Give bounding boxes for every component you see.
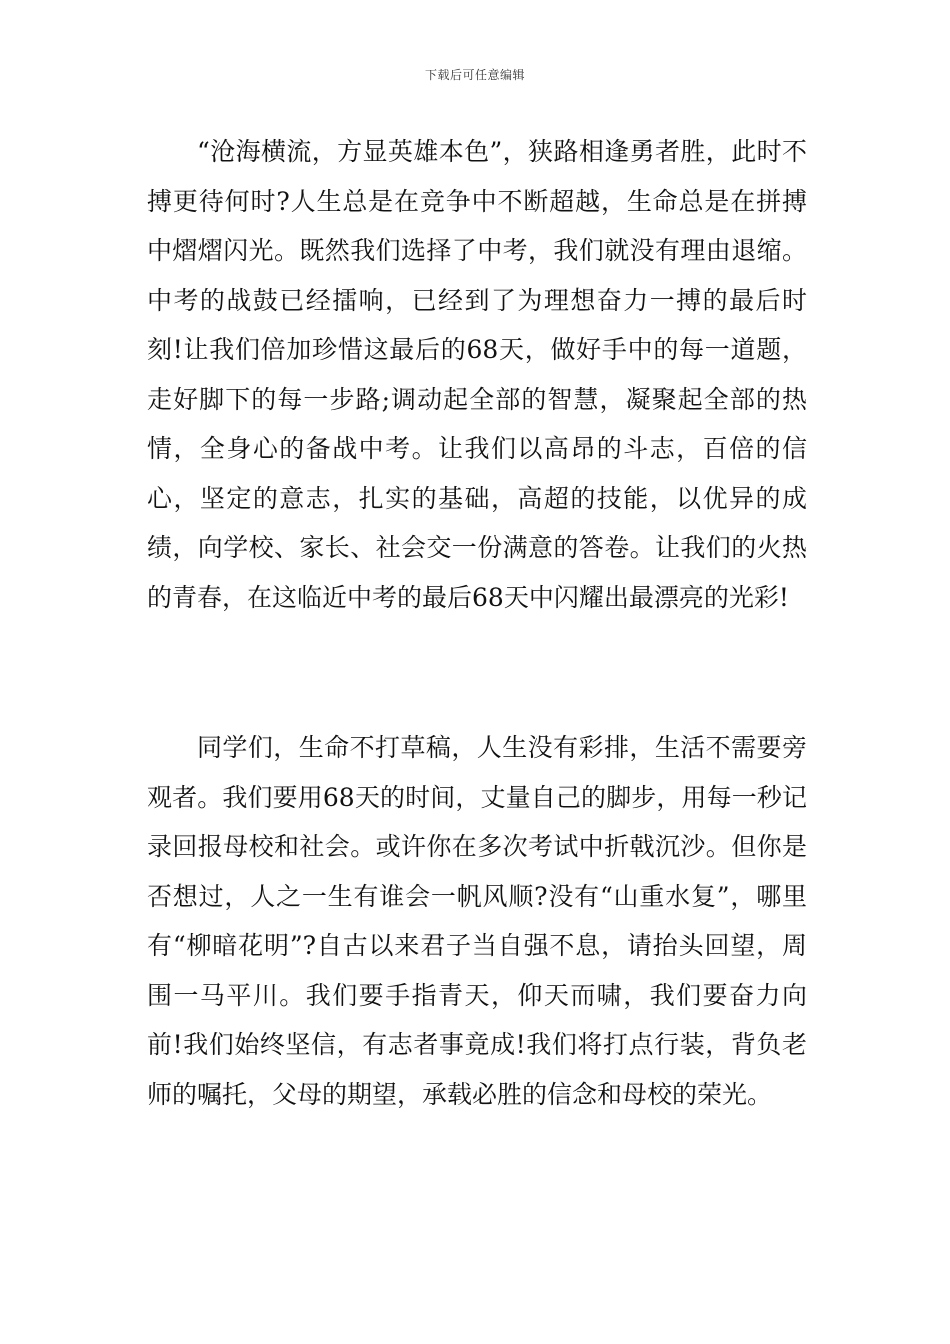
body-paragraph: 同学们，生命不打草稿，人生没有彩排，生活不需要旁观者。我们要用68天的时间，丈量自己的脚步，用每一秒记录回报母校和社会。或许你在多次考试中折戟沉沙。但你是否想过，人之一生有谁会一帆风顺?没有“山重水复”，哪里有“柳暗花明”?自古以来君子当自强不息，请抬头回望，周围一马平川。我们要手指青天，仰天而啸，我们要奋力向前!我们始终坚信，有志者事竟成!我们将打点行装，背负老师的嘱托，父母的期望，承载必胜的信念和母校的荣光。 xyxy=(147,733,807,1109)
page-header: 下载后可任意编辑 xyxy=(424,68,525,82)
body-paragraph: “沧海横流，方显英雄本色”，狭路相逢勇者胜，此时不搏更待何时?人生总是在竞争中不断超越，生命总是在拼搏中熠熠闪光。既然我们选择了中考，我们就没有理由退缩。中考的战鼓已经擂响，已经到了为理想奋力一搏的最后时刻!让我们倍加珍惜这最后的68天，做好手中的每一道题，走好脚下的每一步路;调动起全部的智慧，凝聚起全部的热情，全身心的备战中考。让我们以高昂的斗志，百倍的信心，坚定的意志，扎实的基础，高超的技能，以优异的成绩，向学校、家长、社会交一份满意的答卷。让我们的火热的青春，在这临近中考的最后68天中闪耀出最漂亮的光彩! xyxy=(147,137,807,612)
